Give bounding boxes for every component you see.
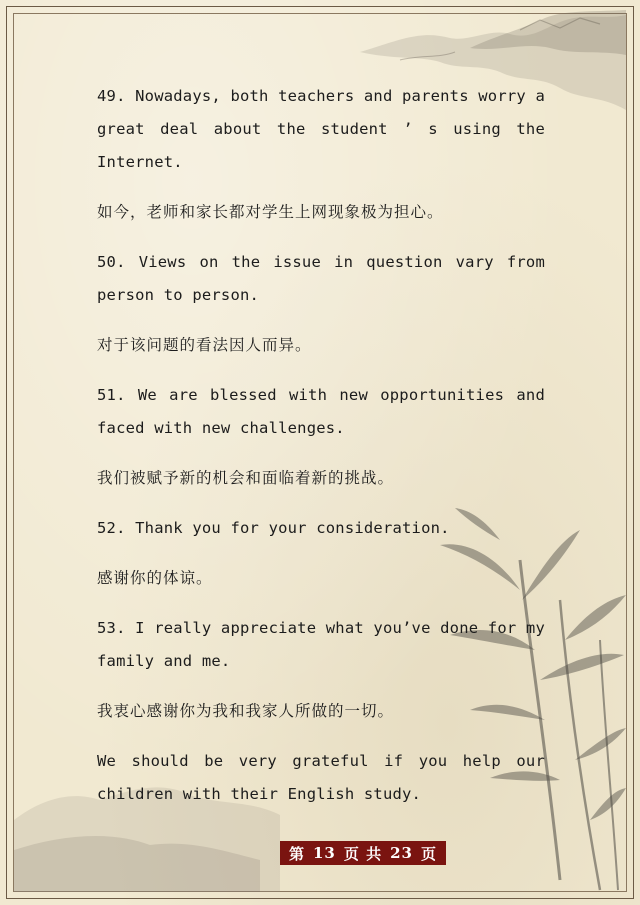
entry-54-english: We should be very grateful if you help our children with their English study. — [97, 752, 545, 803]
page-number-badge — [280, 841, 446, 865]
entry-52-chinese: 感谢你的体谅。 — [97, 569, 213, 587]
page-middle: 页 共 — [343, 844, 383, 863]
page-prefix: 第 — [288, 844, 305, 863]
content-area — [97, 80, 545, 811]
entry-52-english: 52. Thank you for your consideration. — [97, 519, 450, 537]
entry-50-english: 50. Views on the issue in question vary from person to person. — [97, 253, 545, 304]
page-suffix: 页 — [420, 844, 437, 863]
entry-51-english: 51. We are blessed with new opportunities and faced with new challenges. — [97, 386, 545, 437]
entry-53-chinese: 我衷心感谢你为我和我家人所做的一切。 — [97, 702, 395, 720]
current-page: 13 — [313, 844, 336, 862]
entry-50-chinese: 对于该问题的看法因人而异。 — [97, 336, 312, 354]
total-pages: 23 — [390, 844, 413, 862]
entry-49-chinese: 如今，老师和家长都对学生上网现象极为担心。 — [97, 203, 444, 221]
entry-51-chinese: 我们被赋予新的机会和面临着新的挑战。 — [97, 469, 395, 487]
entry-49-english: 49. Nowadays, both teachers and parents worry a great deal about the student ’ s using the Internet. — [97, 87, 545, 171]
entry-53-english: 53. I really appreciate what you’ve done for my family and me. — [97, 619, 545, 670]
